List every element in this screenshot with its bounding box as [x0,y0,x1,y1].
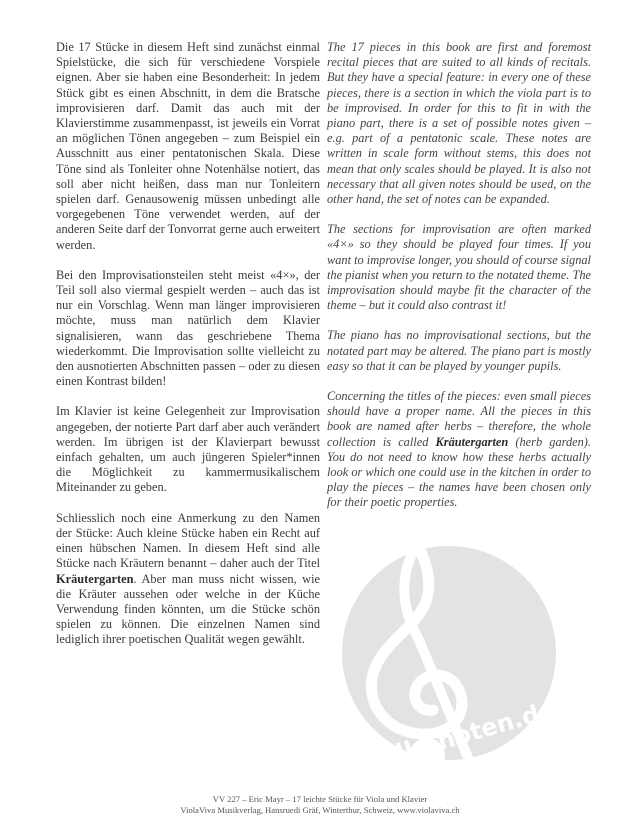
german-text-column [56,40,320,663]
english-paragraph-4-before: Concerning the titles of the pieces: even small pieces should have a proper name. All the pieces in this book are named after herbs – therefore, the whole collection is called [327,389,591,449]
footer-publication-line: VV 227 – Eric Mayr – 17 leichte Stücke für Viola und Klavier [212,794,428,804]
german-paragraph-4 [56,511,320,648]
german-paragraph-4-after: . Aber man muss nicht wissen, wie die Kräuter aussehen oder welche in der Küche Verwendung finden könnten, um die Stücke schön spielen zu können. Die einzelnen Namen sind lediglich ihrer poetischen Qualität wegen gewählt. [56,571,320,647]
footer-publisher-line: ViolaViva Musikverlag, Hansruedi Gräf, Winterthur, Schweiz, www.violaviva.ch [180,805,460,815]
collection-title-bold: Kräutergarten [435,434,509,449]
watermark [341,544,557,762]
english-paragraph-4-after: (herb garden). You do not need to know how these herbs actually look or which one could use in the kitchen in order to play the pieces – the names have been chosen only for their poetic properties. [327,434,591,510]
english-paragraph-3: The piano has no improvisational sections, but the notated part may be altered. The piano part is mostly easy so that it can be played by younger pupils. [327,328,591,373]
collection-title-bold: Kräutergarten [56,571,134,586]
english-paragraph-1: The 17 pieces in this book are first and foremost recital pieces that are suited to all kinds of recitals. But they have a special feature: in every one of these pieces, there is a section in which the viola part is to be improvised. In order for this to fit in with the piano part, there is a set of possible notes given – e.g. part of a pentatonic scale. These notes are written in scale form without stems, this does not mean that only scales should be played. It is also not necessary that all given notes should be used, on the other hand, the set of notes can be expanded. [327,40,591,207]
english-text-column [327,40,591,526]
english-paragraph-2: The sections for improvisation are often marked «4×» so they should be played four times. If you want to improvise longer, you should of course signal the pianist when you return to the notated theme. The improvisation should maybe fit the character of the theme – but it could also contrast it! [327,222,591,313]
treble-clef-icon [341,544,557,762]
watermark-text: alle-noten.de [377,695,557,762]
page-footer [0,794,640,816]
german-paragraph-3: Im Klavier ist keine Gelegenheit zur Improvisation angegeben, der notierte Part darf aber auch verändert werden. Im übrigen ist der Klavierpart bewusst einfach gehalten, um auch jüngeren Spieler*innen die Möglichkeit zu kammermusikalischem Miteinander zu geben. [56,404,320,495]
german-paragraph-1: Die 17 Stücke in diesem Heft sind zunächst einmal Spielstücke, die sich für verschiedene Vorspiele eignen. Aber sie haben eine Besonderheit: In jedem Stück gibt es einen Abschnitt, in dem die Bratsche improvisieren darf. Damit das auch mit der Klavierstimme zusammenpasst, ist jeweils ein Vorrat an möglichen Tönen angegeben – zum Beispiel ein Ausschnitt aus einer pentatonischen Skala. Diese Töne sind als Tonleiter ohne Notenhälse notiert, das soll aber nicht heißen, dass man nur Tonleitern spielen darf. Genausowenig müssen unbedingt alle vorgegebenen Töne verwendet werden, auf der anderen Seite darf der Tonvorrat gerne auch erweitert werden. [56,40,320,252]
english-paragraph-4 [327,389,591,511]
german-paragraph-4-before: Schliesslich noch eine Anmerkung zu den Namen der Stücke: Auch kleine Stücke haben ein Recht auf einen hübschen Namen. In diesem Heft sind alle Stücke nach Kräutern benannt – daher auch der Titel [56,510,320,571]
german-paragraph-2: Bei den Improvisationsteilen steht meist «4×», der Teil soll also viermal gespielt werden – auch das ist nur ein Vorschlag. Wenn man länger improvisieren möchte, muss man natürlich dem Klavier signalisieren, wann das geschriebene Thema wiederkommt. Die Improvisation sollte vielleicht zu den ausnotierten Abschnitten passen – oder zu diesen einen Kontrast bilden! [56,267,320,389]
